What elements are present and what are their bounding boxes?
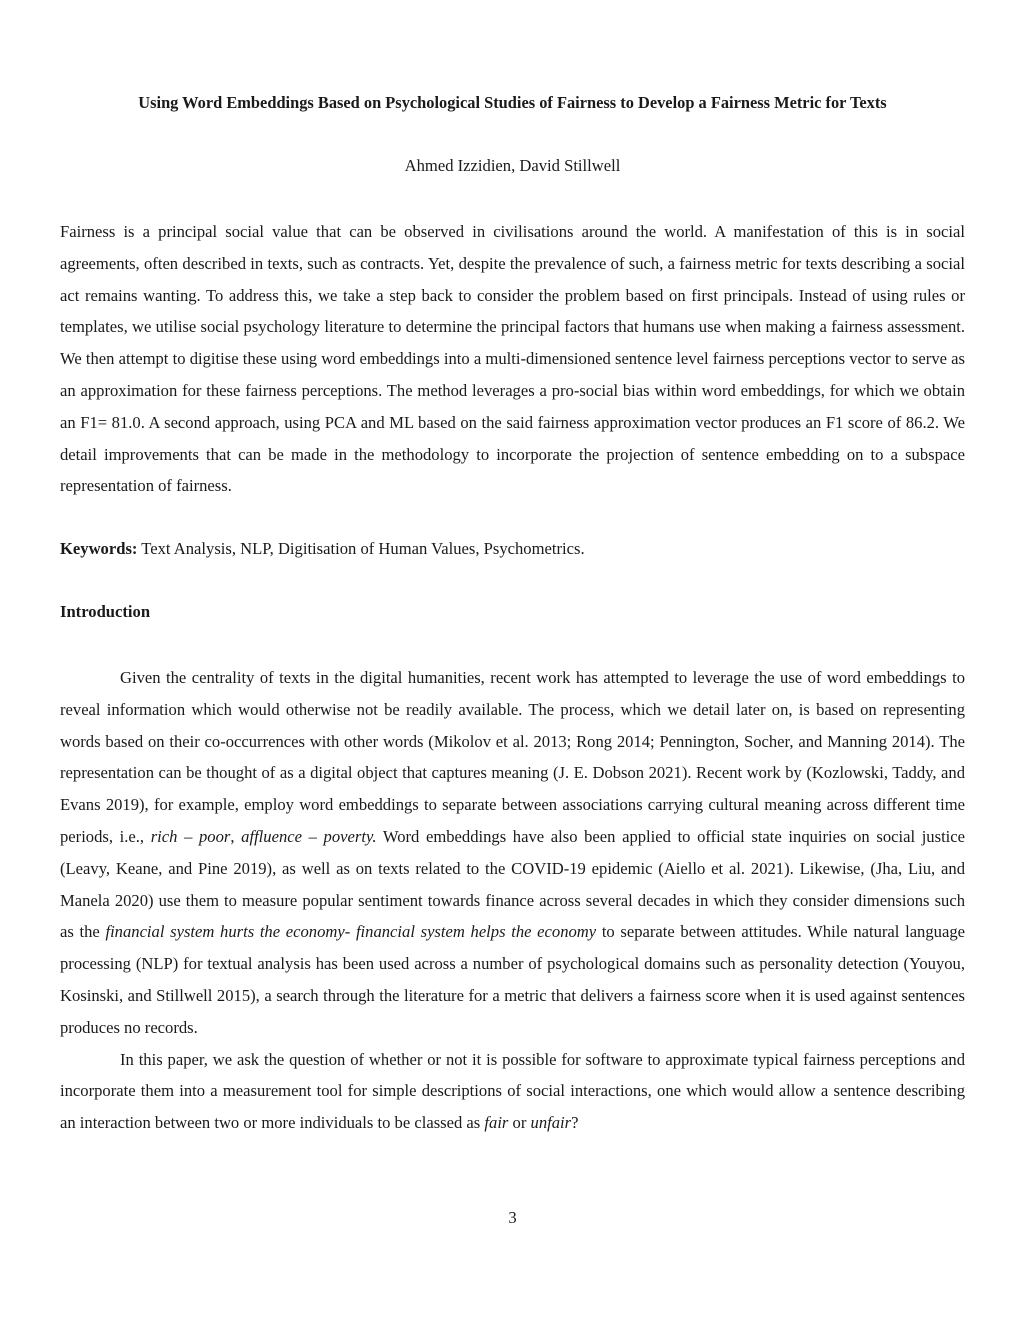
p2-text-b: or bbox=[508, 1113, 531, 1133]
p1-text-c: Word embeddings have also been applied to official state inquiries on social justice (Leavy, Keane, and Pine 2019), as well as on texts related to the COVID-19 epidemic (Aiello et al. 2021). Likewise, (Jha, Liu, and Manela 2020) use them to measure popular sentiment towards finance across several decades in which they consider dimensions such as the bbox=[60, 826, 966, 942]
intro-paragraph-2 bbox=[60, 1044, 965, 1139]
p1-text-b: , bbox=[230, 826, 242, 846]
p2-text-c: ? bbox=[571, 1113, 579, 1133]
keywords-text: Text Analysis, NLP, Digitisation of Human Values, Psychometrics. bbox=[137, 539, 585, 558]
p2-italic-fair: fair bbox=[484, 1113, 509, 1133]
keywords-label: Keywords: bbox=[60, 539, 138, 558]
p1-italic-rich-poor: rich – poor bbox=[150, 826, 231, 846]
p2-italic-unfair: unfair bbox=[530, 1113, 572, 1133]
introduction-body bbox=[60, 662, 965, 1139]
introduction-heading: Introduction bbox=[60, 602, 151, 621]
p1-italic-financial-system: financial system hurts the economy- financial system helps the economy bbox=[105, 922, 597, 942]
paper-title: Using Word Embeddings Based on Psychological Studies of Fairness to Develop a Fairness Metric for Texts bbox=[138, 93, 887, 112]
intro-paragraph-1 bbox=[60, 662, 965, 1044]
page-number: 3 bbox=[508, 1208, 517, 1227]
keywords-line bbox=[60, 536, 965, 562]
p1-text-d: to separate between attitudes. While natural language processing (NLP) for textual analysis has been used across a number of psychological domains such as personality detection (Youyou, Kosinski, and Stillwell 2015), a search through the literature for a metric that delivers a fairness score when it is used against sentences produces no records. bbox=[60, 922, 965, 1037]
paper-authors: Ahmed Izzidien, David Stillwell bbox=[404, 156, 621, 175]
p1-italic-affluence-poverty: affluence – poverty. bbox=[241, 826, 377, 846]
p1-text-a: Given the centrality of texts in the digital humanities, recent work has attempted to leverage the use of word embeddings to reveal information which would otherwise not be readily available. The process, which we detail later on, is based on representing words based on their co-occurrences with other words (Mikolov et al. 2013; Rong 2014; Pennington, Socher, and Manning 2014). The representation can be thought of as a digital object that captures meaning (J. E. Dobson 2021). Recent work by (Kozlowski, Taddy, and Evans 2019), for example, employ word embeddings to separate between associations carrying cultural meaning across different time periods, i.e., bbox=[60, 668, 965, 846]
abstract-paragraph: Fairness is a principal social value that can be observed in civilisations around the world. A manifestation of this is in social agreements, often described in texts, such as contracts. Yet, despite the prevalence of such, a fairness metric for texts describing a social act remains wanting. To address this, we take a step back to consider the problem based on first principals. Instead of using rules or templates, we utilise social psychology literature to determine the principal factors that humans use when making a fairness assessment. We then attempt to digitise these using word embeddings into a multi-dimensioned sentence level fairness perceptions vector to serve as an approximation for these fairness perceptions. The method leverages a pro-social bias within word embeddings, for which we obtain an F1= 81.0. A second approach, using PCA and ML based on the said fairness approximation vector produces an F1 score of 86.2. We detail improvements that can be made in the methodology to incorporate the projection of sentence embedding on to a subspace representation of fairness. bbox=[60, 222, 965, 496]
p2-text-a: In this paper, we ask the question of whether or not it is possible for software to approximate typical fairness perceptions and incorporate them into a measurement tool for simple descriptions of social interactions, one which would allow a sentence describing an interaction between two or more individuals to be classed as bbox=[60, 1049, 965, 1133]
